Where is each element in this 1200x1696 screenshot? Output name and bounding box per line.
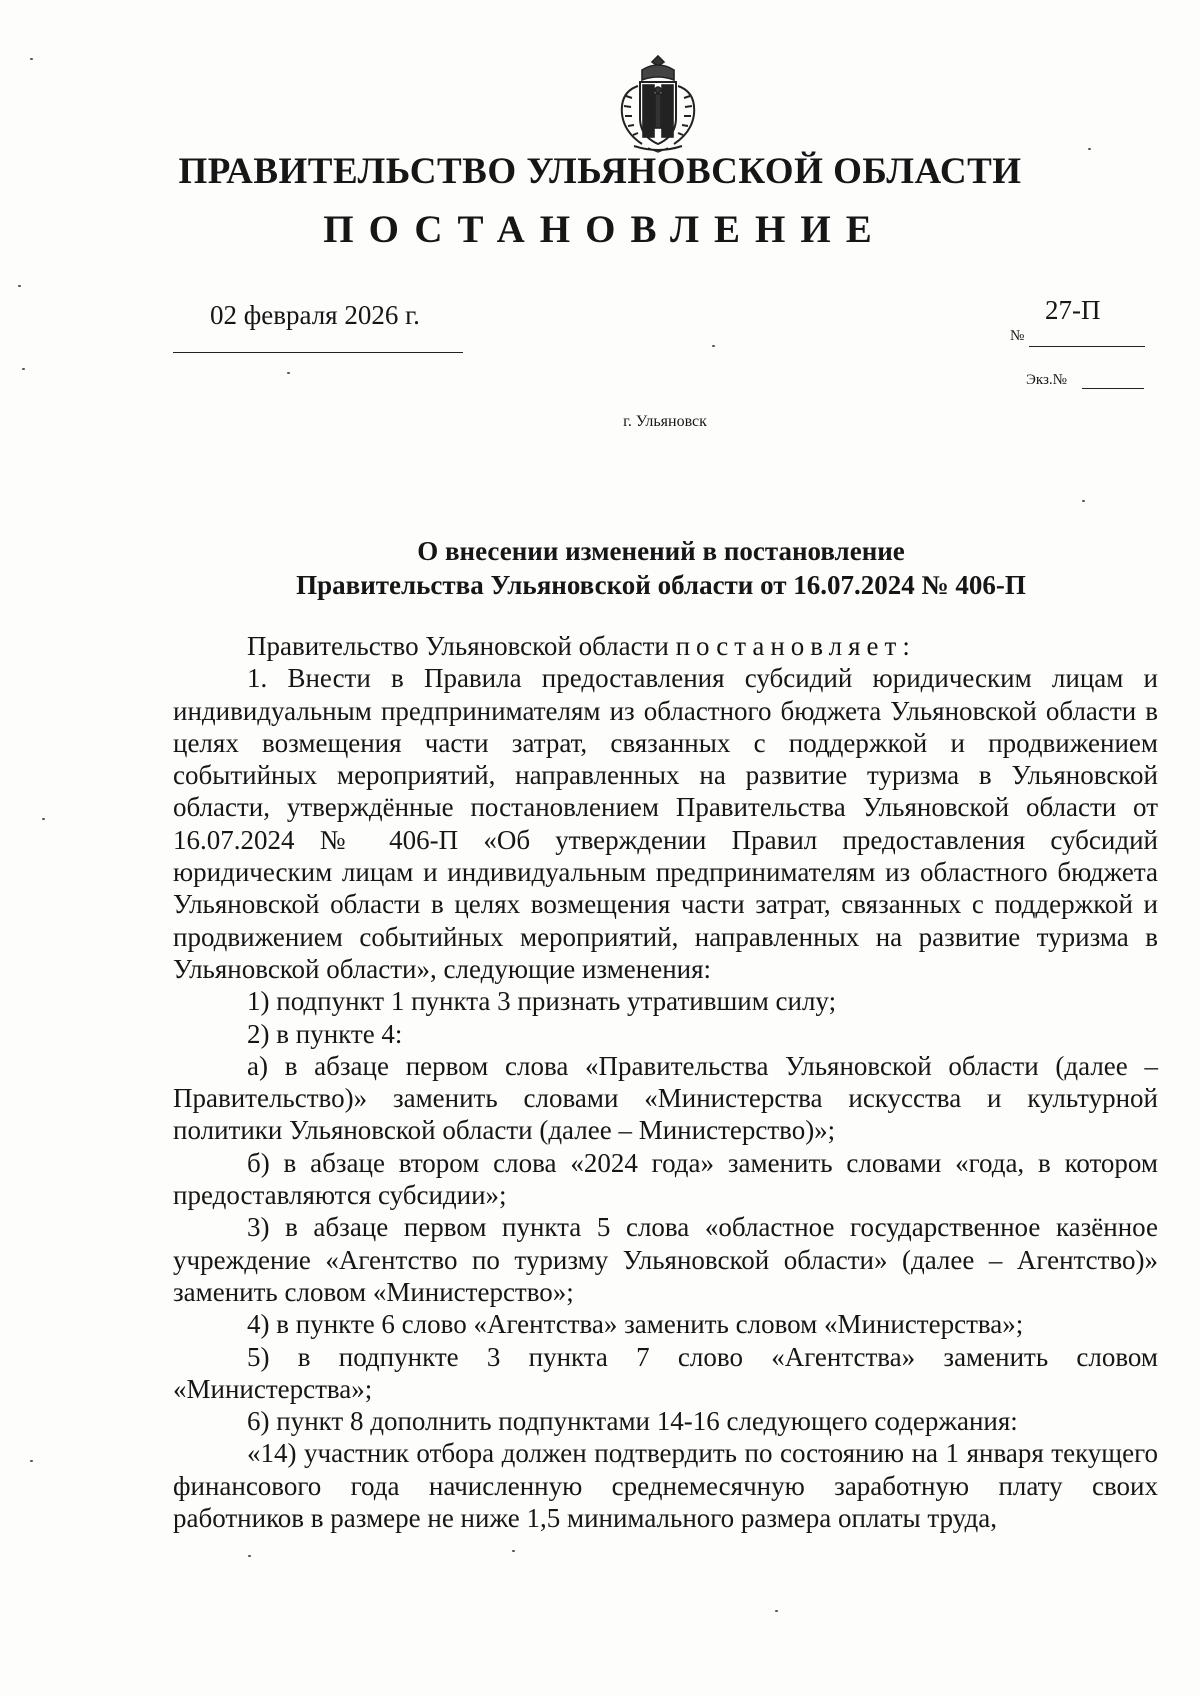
- city-name: г. Ульяновск: [623, 413, 707, 430]
- paragraph-10: «14) участник отбора должен подтвердить по состоянию на 1 января текущего финансового года начисленную среднемесячную заработную плату своих работников в размере не ниже 1,5 минимального размера оплаты труда,: [173, 1438, 1158, 1534]
- document-body: [173, 630, 1158, 1534]
- number-label: №: [1010, 328, 1025, 344]
- intro-text: Правительство Ульяновской области: [247, 631, 676, 661]
- scan-speck: [22, 368, 25, 370]
- scan-speck: [30, 58, 33, 60]
- paragraph-8: 5) в подпункте 3 пункта 7 слово «Агентства» заменить словом «Министерства»;: [173, 1341, 1158, 1404]
- title-line-1: О внесении изменений в постановление: [417, 536, 905, 566]
- scan-speck: [30, 1460, 33, 1462]
- paragraph-3: 2) в пункте 4:: [247, 1018, 403, 1049]
- paragraph-2: 1) подпункт 1 пункта 3 признать утратившим силу;: [247, 986, 837, 1017]
- number-underline: [1029, 346, 1145, 347]
- paragraph-6: 3) в абзаце первом пункта 5 слова «областное государственное казённое учреждение «Агентство по туризму Ульяновской области» (далее – Агентство)» заменить словом «Министерство»;: [173, 1212, 1158, 1307]
- paragraph-5: б) в абзаце втором слова «2024 года» заменить словами «года, в котором предоставляются субсидии»;: [173, 1147, 1158, 1211]
- intro-paragraph: [173, 630, 1158, 662]
- intro-spaced-word: постановляет:: [675, 631, 916, 661]
- scan-speck: [42, 818, 45, 820]
- copy-number-label: Экз.№: [1026, 372, 1067, 388]
- paragraph-4: а) в абзаце первом слова «Правительства Ульяновской области (далее – Правительство)» заменить словами «Министерства искусства и культурной политики Ульяновской области (далее – Министерство)»;: [173, 1050, 1158, 1146]
- organization-heading: ПРАВИТЕЛЬСТВО УЛЬЯНОВСКОЙ ОБЛАСТИ: [178, 151, 1022, 192]
- paragraph-9: 6) пункт 8 дополнить подпунктами 14-16 следующего содержания:: [247, 1406, 1018, 1437]
- scan-speck: [287, 372, 290, 374]
- document-title: [0, 534, 1200, 602]
- document-number: 27-П: [1045, 295, 1101, 325]
- scan-speck: [248, 1555, 251, 1557]
- scan-speck: [775, 1610, 778, 1612]
- scan-speck: [512, 1550, 515, 1552]
- document-date: 02 февраля 2026 г.: [210, 300, 420, 330]
- document-type-heading: ПОСТАНОВЛЕНИЕ: [323, 208, 887, 251]
- paragraph-7: 4) в пункте 6 слово «Агентства» заменить словом «Министерства»;: [247, 1309, 1024, 1340]
- title-line-2: Правительства Ульяновской области от 16.07.2024 № 406-П: [296, 570, 1026, 600]
- scan-speck: [1088, 148, 1091, 150]
- scan-speck: [1082, 500, 1085, 502]
- paragraph-1: 1. Внести в Правила предоставления субсидий юридическим лицам и индивидуальным предпринимателям из областного бюджета Ульяновской области в целях возмещения части затрат, связанных с поддержкой и продвижением событийных мероприятий, направленных на развитие туризма в Ульяновской области, утверждённые постановлением Правительства Ульяновской области от 16.07.2024 № 406-П «Об утверждении Правил предоставления субсидий юридическим лицам и индивидуальным предпринимателям из областного бюджета Ульяновской области в целях возмещения части затрат, связанных с поддержкой и продвижением событийных мероприятий, направленных на развитие туризма в Ульяновской области», следующие изменения:: [173, 663, 1158, 984]
- coat-of-arms-emblem: [612, 52, 704, 154]
- date-underline: [173, 352, 463, 353]
- scan-speck: [18, 285, 21, 287]
- scan-speck: [712, 345, 715, 347]
- copy-number-underline: [1082, 388, 1144, 389]
